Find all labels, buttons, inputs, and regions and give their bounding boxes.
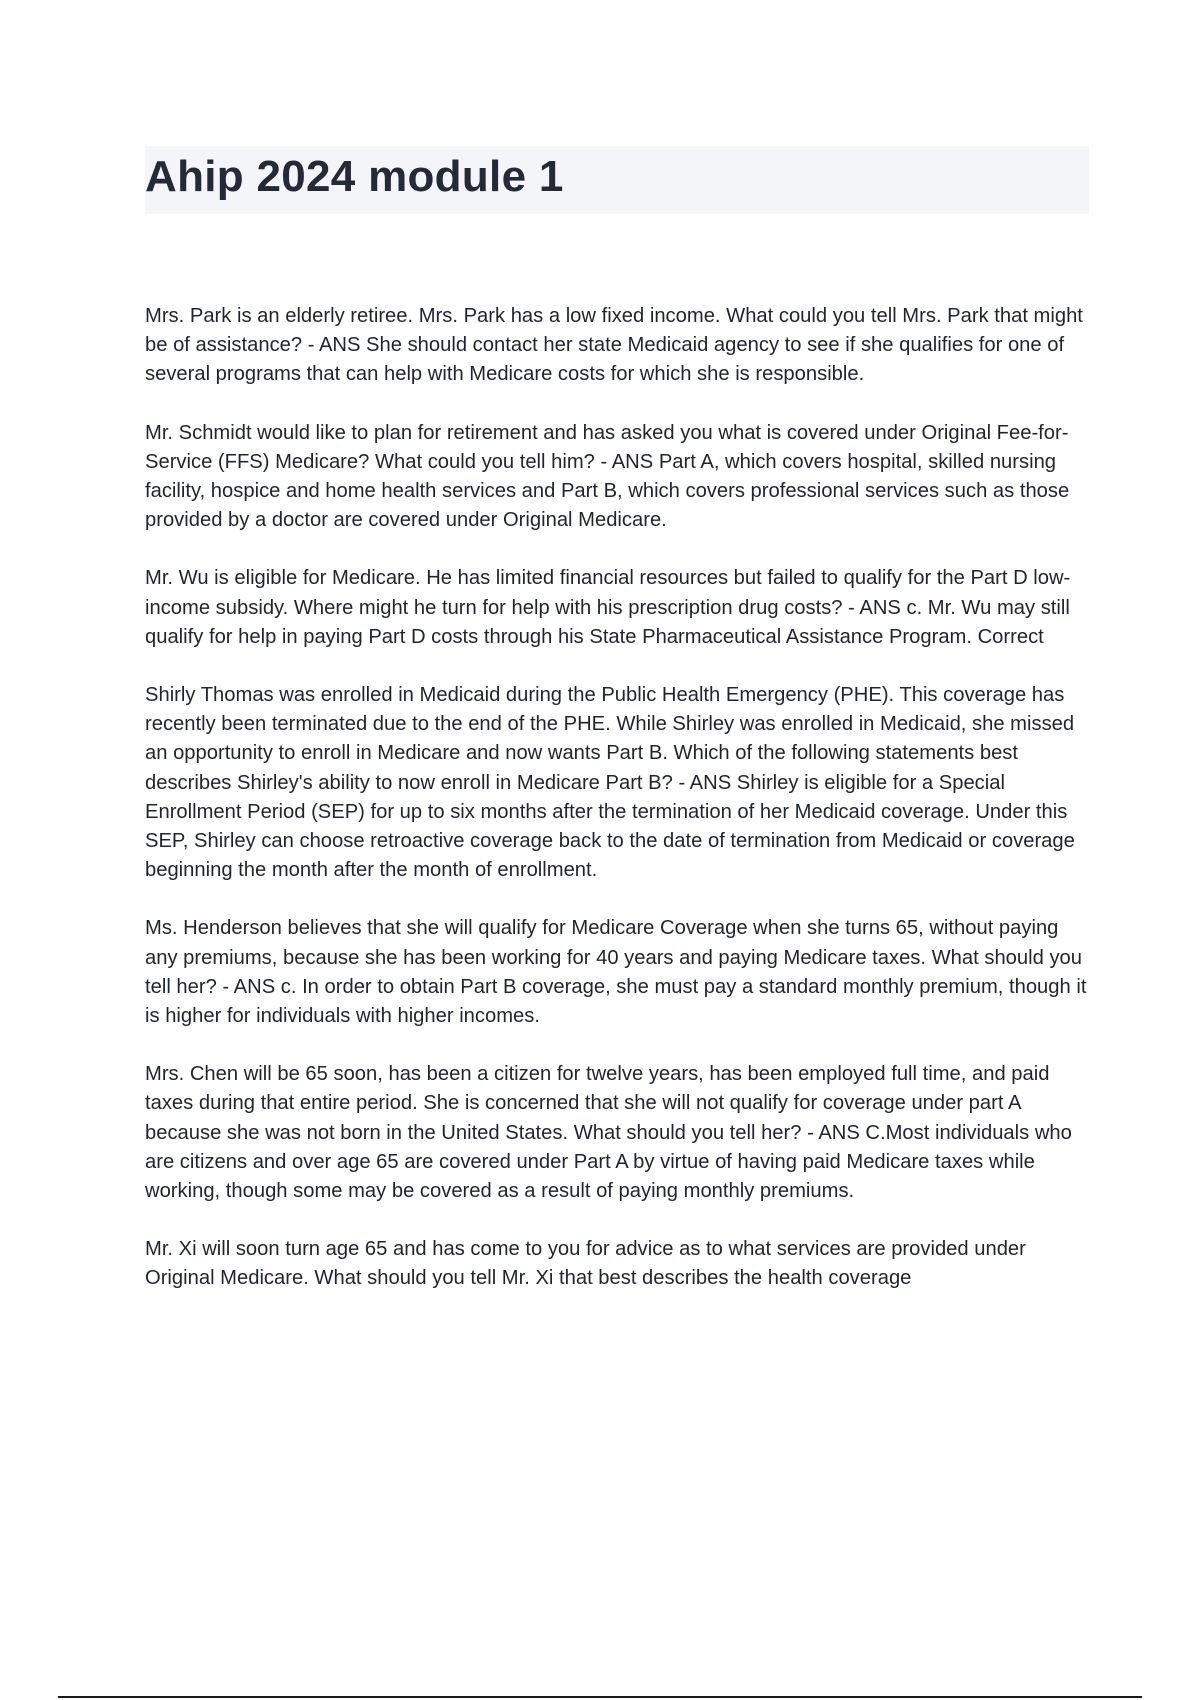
- page-bottom-rule: [58, 1696, 1142, 1698]
- document-body: [145, 302, 1095, 1323]
- qa-entry-wu: Mr. Wu is eligible for Medicare. He has limited financial resources but failed to qualify for the Part D low-income subsidy. Where might he turn for help with his prescription drug costs? - ANS c. Mr. Wu may still qualify for help in paying Part D costs through his State Pharmaceutical Assistance Program. Correct: [145, 567, 1071, 648]
- qa-entry-thomas: Shirly Thomas was enrolled in Medicaid during the Public Health Emergency (PHE). This coverage has recently been terminated due to the end of the PHE. While Shirley was enrolled in Medicaid, she missed an opportunity to enroll in Medicare and now wants Part B. Which of the following statements best describes Shirley's ability to now enroll in Medicare Part B? - ANS Shirley is eligible for a Special Enrollment Period (SEP) for up to six months after the termination of her Medicaid coverage. Under this SEP, Shirley can choose retroactive coverage back to the date of termination from Medicaid or coverage beginning the month after the month of enrollment.: [145, 684, 1075, 882]
- qa-entry-schmidt: Mr. Schmidt would like to plan for retirement and has asked you what is covered under Original Fee-for-Service (FFS) Medicare? What could you tell him? - ANS Part A, which covers hospital, skilled nursing facility, hospice and home health services and Part B, which covers professional services such as those provided by a doctor are covered under Original Medicare.: [145, 421, 1070, 532]
- qa-entry-chen: Mrs. Chen will be 65 soon, has been a citizen for twelve years, has been employed full time, and paid taxes during that entire period. She is concerned that she will not qualify for coverage under part A because she was not born in the United States. What should you tell her? - ANS C.Most individuals who are citizens and over age 65 are covered under Part A by virtue of having paid Medicare taxes while working, though some may be covered as a result of paying monthly premiums.: [145, 1063, 1072, 1203]
- title-band: [145, 146, 1089, 214]
- qa-entry-park: Mrs. Park is an elderly retiree. Mrs. Park has a low fixed income. What could you tell Mrs. Park that might be of assistance? - ANS She should contact her state Medicaid agency to see if she qualifies for one of several programs that can help with Medicare costs for which she is responsible.: [145, 305, 1083, 386]
- document-title: Ahip 2024 module 1: [145, 152, 564, 201]
- qa-entry-henderson: Ms. Henderson believes that she will qualify for Medicare Coverage when she turns 65, without paying any premiums, because she has been working for 40 years and paying Medicare taxes. What should you tell her? - ANS c. In order to obtain Part B coverage, she must pay a standard monthly premium, though it is higher for individuals with higher incomes.: [145, 917, 1087, 1028]
- qa-entry-xi: Mr. Xi will soon turn age 65 and has come to you for advice as to what services are provided under Original Medicare. What should you tell Mr. Xi that best describes the health coverage: [145, 1238, 1026, 1290]
